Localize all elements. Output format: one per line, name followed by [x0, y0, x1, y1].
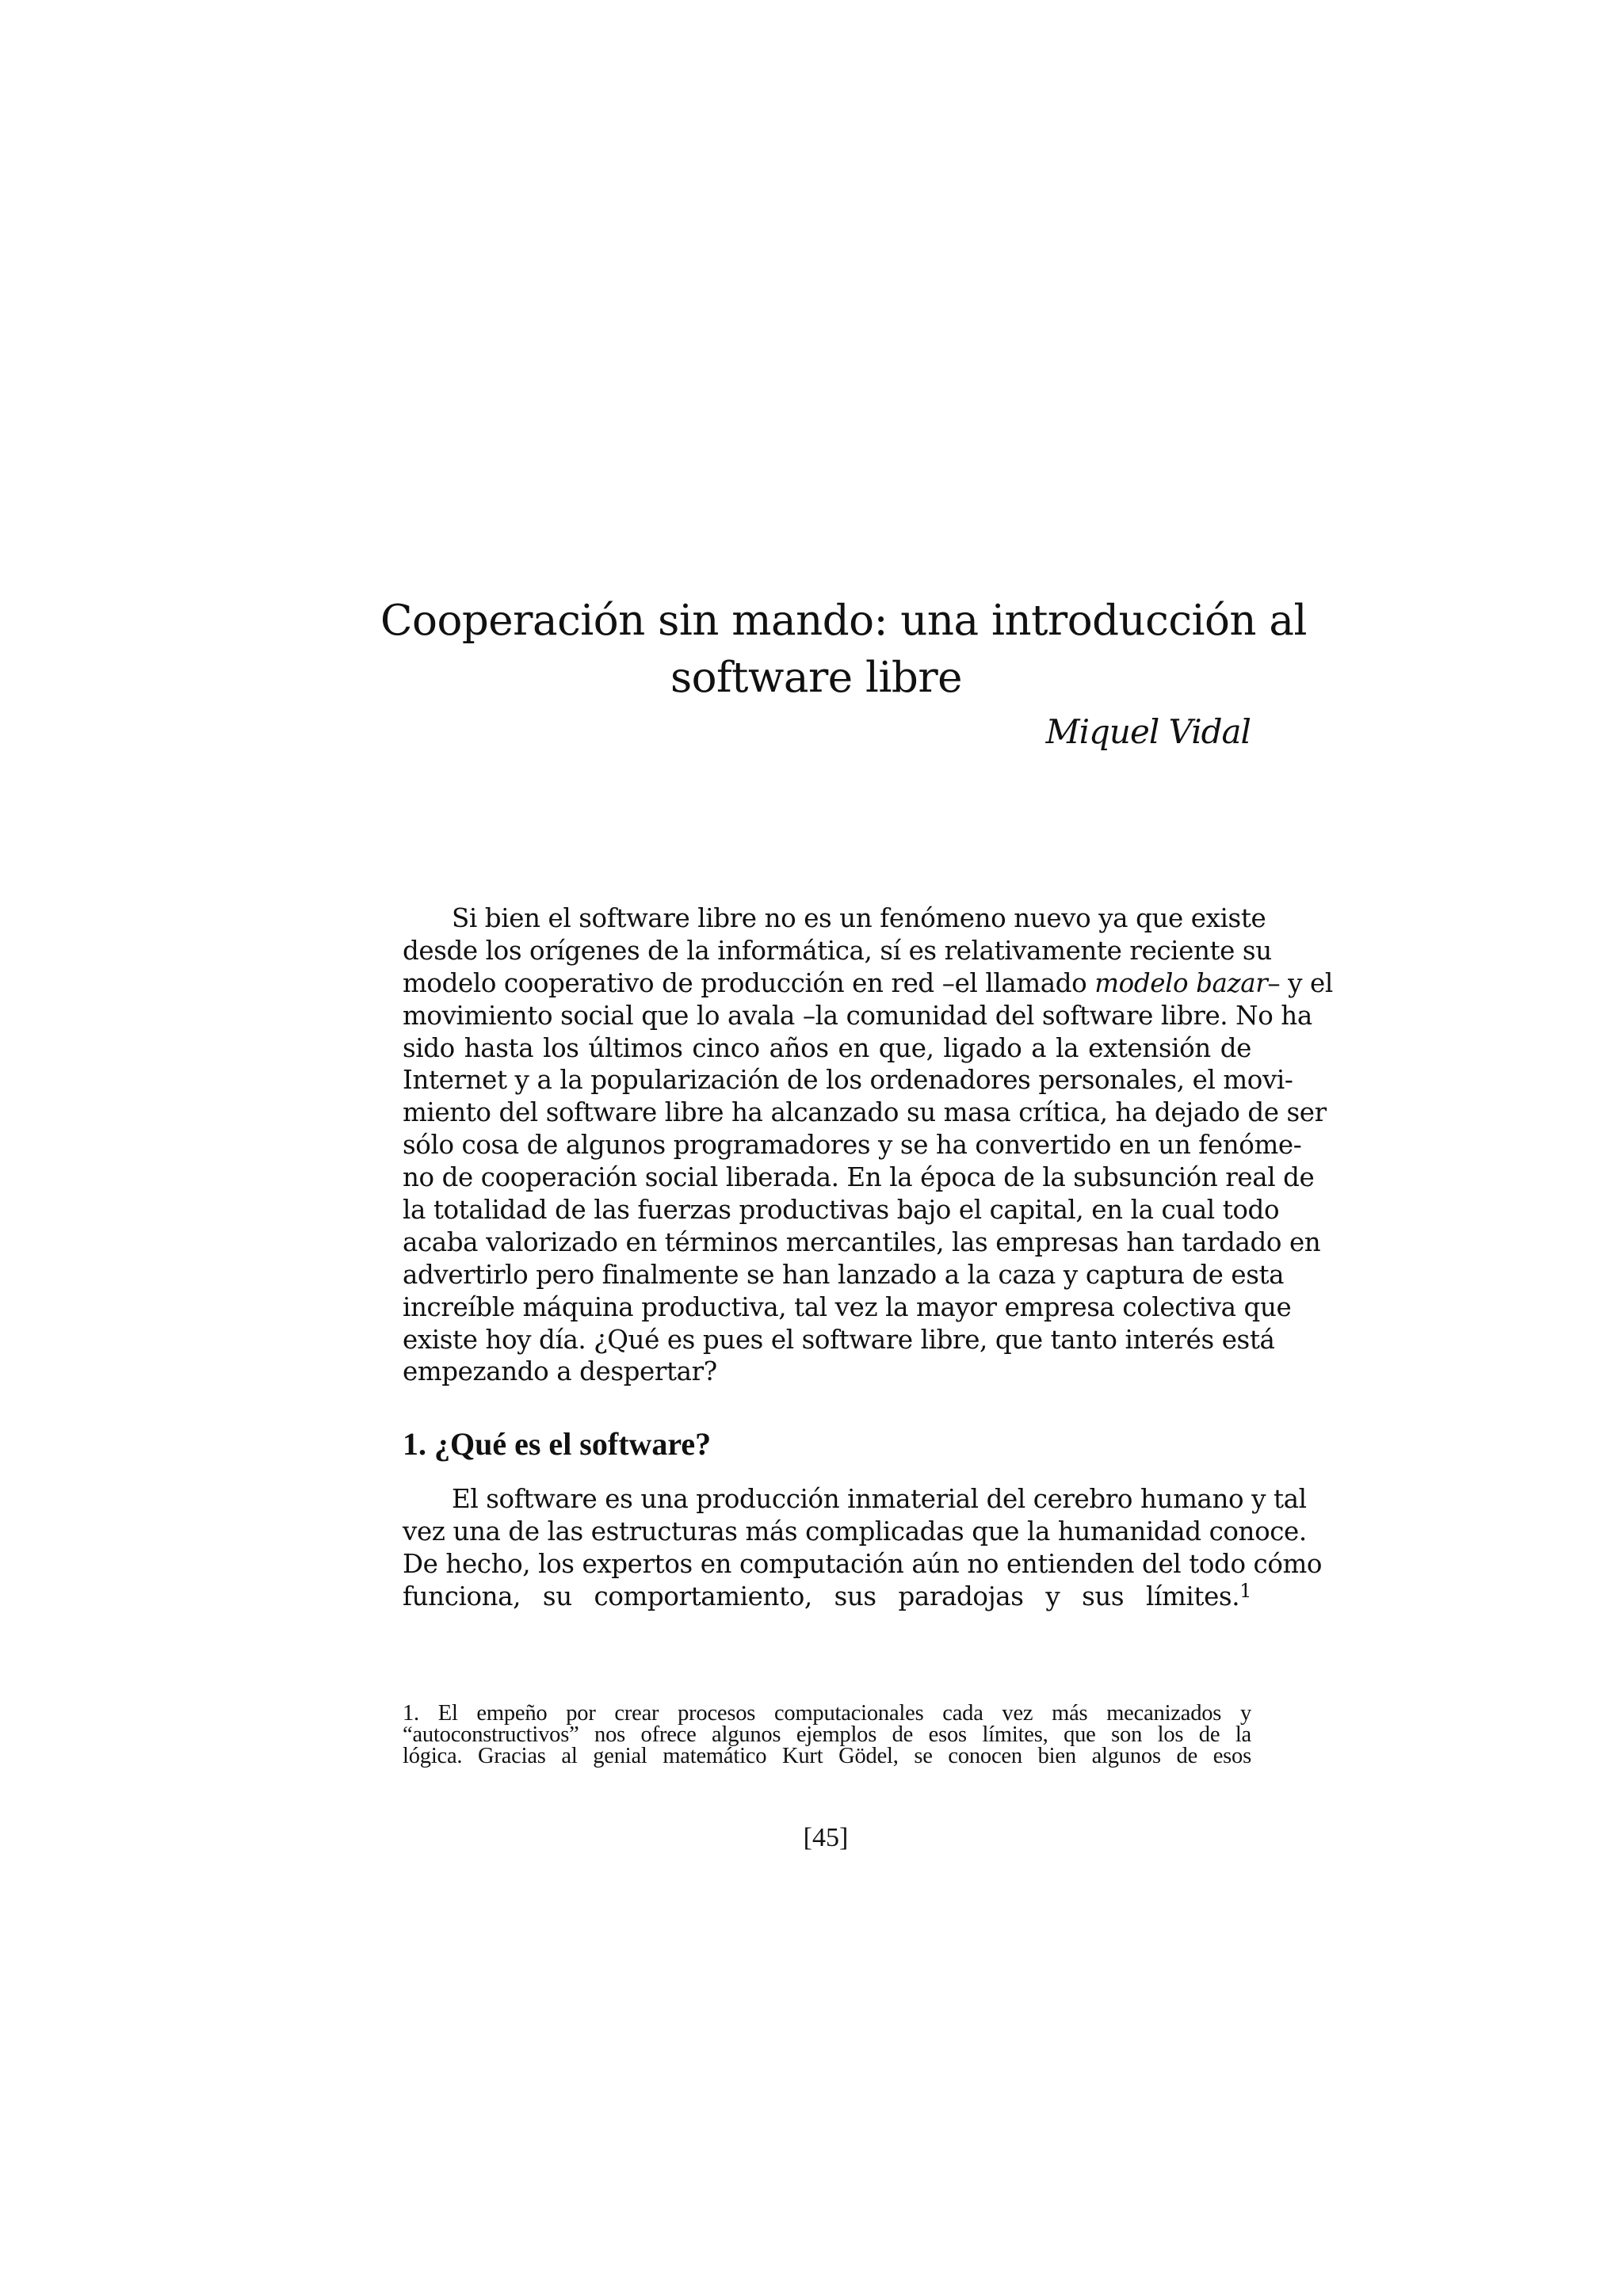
- footnote-line: 1. El empeño por crear procesos computacionales cada vez más mecanizados y: [403, 1701, 1251, 1726]
- section-line: De hecho, los expertos en computación aún no entienden del todo cómo: [403, 1548, 1323, 1579]
- intro-line: no de cooperación social liberada. En la época de la subsunción real de: [403, 1162, 1315, 1193]
- intro-paragraph: [403, 902, 1333, 1388]
- footnote-line: “autoconstructivos” nos ofrece algunos ejemplos de esos límites, que son los de la: [403, 1722, 1251, 1747]
- section-line: vez una de las estructuras más complicadas que la humanidad conoce.: [403, 1516, 1307, 1547]
- intro-line: increíble máquina productiva, tal vez la mayor empresa colectiva que: [403, 1291, 1292, 1322]
- chapter-title-line-2: software libre: [670, 654, 963, 702]
- intro-line-segment: – y el: [1267, 967, 1333, 998]
- intro-line: desde los orígenes de la informática, sí es relativamente reciente su: [403, 935, 1272, 966]
- intro-line: movimiento social que lo avala –la comunidad del software libre. No ha: [403, 1000, 1312, 1031]
- section-line-text: funciona, su comportamiento, sus paradojas y sus límites.: [403, 1581, 1240, 1611]
- footnote-line: lógica. Gracias al genial matemático Kurt Gödel, se conocen bien algunos de esos: [403, 1744, 1251, 1768]
- intro-line: [403, 967, 1333, 1000]
- page-number: [45]: [803, 1823, 849, 1852]
- intro-line-italic: modelo bazar: [1094, 967, 1268, 998]
- section-line: El software es una producción inmaterial del cerebro humano y tal: [452, 1484, 1307, 1514]
- intro-line: la totalidad de las fuerzas productivas bajo el capital, en la cual todo: [403, 1195, 1280, 1226]
- footnote-reference[interactable]: 1: [1239, 1579, 1251, 1602]
- intro-line-segment: modelo cooperativo de producción en red –el llamado: [403, 967, 1095, 998]
- intro-line: existe hoy día. ¿Qué es pues el software libre, que tanto interés está: [403, 1324, 1275, 1355]
- chapter-title: [380, 593, 1307, 707]
- chapter-title-line-1: Cooperación sin mando: una introducción al: [380, 597, 1307, 645]
- section-paragraph: [403, 1483, 1323, 1613]
- intro-line: empezando a despertar?: [403, 1356, 717, 1387]
- section-heading: 1. ¿Qué es el software?: [403, 1426, 712, 1462]
- intro-line: sido hasta los últimos cinco años en que, ligado a la extensión de: [403, 1032, 1251, 1063]
- footnote: [403, 1703, 1251, 1767]
- intro-line: Si bien el software libre no es un fenómeno nuevo ya que existe: [452, 903, 1266, 933]
- intro-line: advertirlo pero finalmente se han lanzado a la caza y captura de esta: [403, 1259, 1285, 1290]
- section-line: [403, 1581, 1251, 1613]
- intro-line: sólo cosa de algunos programadores y se ha convertido en un fenóme-: [403, 1130, 1302, 1161]
- intro-line: acaba valorizado en términos mercantiles, las empresas han tardado en: [403, 1226, 1321, 1257]
- intro-line: miento del software libre ha alcanzado su masa crítica, ha dejado de ser: [403, 1097, 1327, 1128]
- intro-line: Internet y a la popularización de los ordenadores personales, el movi-: [403, 1065, 1293, 1096]
- author-name: Miquel Vidal: [1045, 712, 1251, 751]
